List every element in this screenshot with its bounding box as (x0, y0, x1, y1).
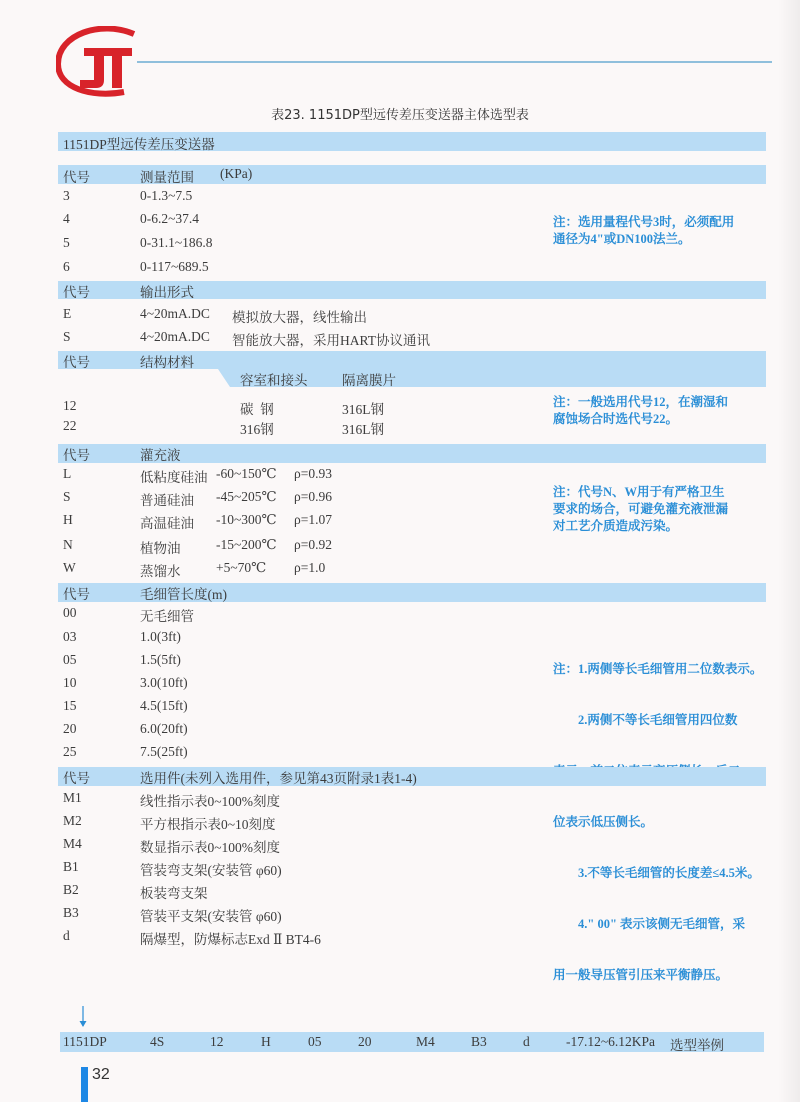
options-title: 选用件(未列入选用件，参见第43页附录1表1-4) (140, 771, 417, 786)
fill-name: 普通硅油 (140, 493, 194, 508)
range-code: 5 (63, 235, 70, 250)
range-value: 0-117~689.5 (140, 259, 209, 274)
fill-name: 低粘度硅油 (140, 470, 208, 485)
note-line: 4." 00" 表示该侧无毛细管，采 (553, 917, 746, 931)
fill-temp: +5~70℃ (216, 560, 267, 575)
capillary-value: 7.5(25ft) (140, 744, 188, 759)
note-line: 用一般导压管引压来平衡静压。 (553, 968, 729, 982)
product-name: 1151DP型远传差压变送器 (63, 137, 215, 152)
fill-code: S (63, 489, 71, 504)
range-unit: (KPa) (220, 166, 253, 181)
fill-code: H (63, 512, 73, 527)
option-value: 线性指示表0~100%刻度 (140, 794, 281, 809)
note-line: 2.两侧不等长毛细管用四位数 (553, 713, 738, 727)
option-value: 隔爆型，防爆标志Exd Ⅱ BT4-6 (140, 932, 321, 947)
capillary-value: 3.0(10ft) (140, 675, 188, 690)
capillary-value: 6.0(20ft) (140, 721, 188, 736)
jt-logo-icon (56, 26, 136, 98)
capillary-note (553, 627, 762, 1001)
material-housing: 碳 钢 (240, 402, 274, 417)
capillary-code: 10 (63, 675, 77, 690)
material-col-diaphragm: 隔离膜片 (342, 373, 396, 388)
output-desc: 智能放大器，采用HART协议通讯 (232, 333, 430, 348)
material-diaphragm: 316L钢 (342, 422, 384, 437)
range-value: 0-31.1~186.8 (140, 235, 213, 250)
output-desc: 模拟放大器，线性输出 (232, 310, 367, 325)
example-option-meter: M4 (416, 1034, 435, 1049)
option-code: B3 (63, 905, 79, 920)
material-housing: 316钢 (240, 422, 274, 437)
range-title: 测量范围 (140, 170, 194, 185)
example-capillary-high: 05 (308, 1034, 322, 1049)
header-rule (137, 61, 772, 63)
example-range-code: 4S (150, 1034, 165, 1049)
range-code: 3 (63, 188, 70, 203)
fill-density: ρ=1.0 (294, 560, 326, 575)
material-code: 22 (63, 418, 77, 433)
range-value: 0-6.2~37.4 (140, 211, 200, 226)
fill-temp: -15~200℃ (216, 537, 277, 552)
fill-code-label: 代号 (63, 448, 90, 463)
material-code: 12 (63, 398, 77, 413)
material-note (553, 394, 728, 428)
note-line: 注：1.两侧等长毛细管用二位数表示。 (553, 662, 763, 676)
capillary-title: 毛细管长度(m) (140, 587, 227, 602)
note-line: 通径为4"或DN100法兰。 (553, 232, 691, 246)
fill-temp: -10~300℃ (216, 512, 277, 527)
capillary-code: 15 (63, 698, 77, 713)
option-code: B1 (63, 859, 79, 874)
capillary-value: 4.5(15ft) (140, 698, 188, 713)
example-capillary-low: 20 (358, 1034, 372, 1049)
capillary-code: 00 (63, 605, 77, 620)
capillary-code: 20 (63, 721, 77, 736)
range-code: 4 (63, 211, 70, 226)
range-value: 0-1.3~7.5 (140, 188, 193, 203)
option-value: 管装平支架(安装管 φ60) (140, 909, 282, 924)
option-value: 数显指示表0~100%刻度 (140, 840, 281, 855)
fill-temp: -45~205℃ (216, 489, 277, 504)
note-line: 注：选用量程代号3时，必须配用 (553, 215, 735, 229)
fill-temp: -60~150℃ (216, 466, 277, 481)
capillary-code: 05 (63, 652, 77, 667)
example-material-code: 12 (210, 1034, 224, 1049)
note-line: 注：代号N、W用于有严格卫生 (553, 485, 725, 499)
option-code: M1 (63, 790, 82, 805)
option-code: M4 (63, 836, 82, 851)
output-code: E (63, 306, 72, 321)
fill-code: L (63, 466, 72, 481)
material-diaphragm: 316L钢 (342, 402, 384, 417)
down-arrow-icon (78, 1006, 88, 1028)
note-line: 注：一般选用代号12，在潮湿和 (553, 395, 729, 409)
fill-density: ρ=1.07 (294, 512, 332, 527)
fill-name: 高温硅油 (140, 516, 194, 531)
note-line: 3.不等长毛细管的长度差≤4.5米。 (553, 866, 760, 880)
fill-density: ρ=0.96 (294, 489, 332, 504)
note-line: 位表示低压侧长。 (553, 815, 654, 829)
note-line: 对工艺介质造成污染。 (553, 519, 679, 533)
capillary-code: 03 (63, 629, 77, 644)
material-col-housing: 容室和接头 (240, 373, 308, 388)
example-bar (60, 1032, 764, 1052)
fill-density: ρ=0.93 (294, 466, 332, 481)
example-option-explosion: d (523, 1034, 530, 1049)
fill-note (553, 484, 728, 535)
output-code: S (63, 329, 71, 344)
note-line: 要求的场合，可避免灌充液泄漏 (553, 502, 729, 516)
capillary-code: 25 (63, 744, 77, 759)
page-edge-shadow (778, 0, 800, 1102)
range-note (553, 214, 734, 248)
example-range-value: -17.12~6.12KPa (566, 1034, 656, 1049)
option-value: 板装弯支架 (140, 886, 208, 901)
example-option-bracket: B3 (471, 1034, 487, 1049)
output-title: 输出形式 (140, 285, 194, 300)
option-code: d (63, 928, 70, 943)
material-title: 结构材料 (140, 355, 194, 370)
option-code: B2 (63, 882, 79, 897)
option-value: 管装弯支架(安装管 φ60) (140, 863, 282, 878)
output-signal: 4~20mA.DC (140, 306, 210, 321)
page-title: 表23. 1151DP型远传差压变送器主体选型表 (271, 108, 529, 123)
fill-name: 蒸馏水 (140, 564, 181, 579)
fill-title: 灌充液 (140, 448, 181, 463)
fill-code: W (63, 560, 76, 575)
capillary-value: 1.0(3ft) (140, 629, 181, 644)
option-value: 平方根指示表0~10刻度 (140, 817, 276, 832)
example-model: 1151DP (63, 1034, 107, 1049)
range-code-label: 代号 (63, 170, 90, 185)
page-marker (81, 1067, 88, 1102)
fill-name: 植物油 (140, 541, 181, 556)
material-code-label: 代号 (63, 355, 90, 370)
example-label: 选型举例 (670, 1038, 724, 1053)
fill-code: N (63, 537, 73, 552)
fill-density: ρ=0.92 (294, 537, 332, 552)
capillary-code-label: 代号 (63, 587, 90, 602)
option-code: M2 (63, 813, 82, 828)
output-code-label: 代号 (63, 285, 90, 300)
capillary-value: 1.5(5ft) (140, 652, 181, 667)
range-code: 6 (63, 259, 70, 274)
page-number: 32 (92, 1066, 110, 1083)
capillary-value: 无毛细管 (140, 609, 194, 624)
options-code-label: 代号 (63, 771, 90, 786)
example-fill-code: H (261, 1034, 271, 1049)
output-signal: 4~20mA.DC (140, 329, 210, 344)
note-line: 腐蚀场合时选代号22。 (553, 412, 679, 426)
